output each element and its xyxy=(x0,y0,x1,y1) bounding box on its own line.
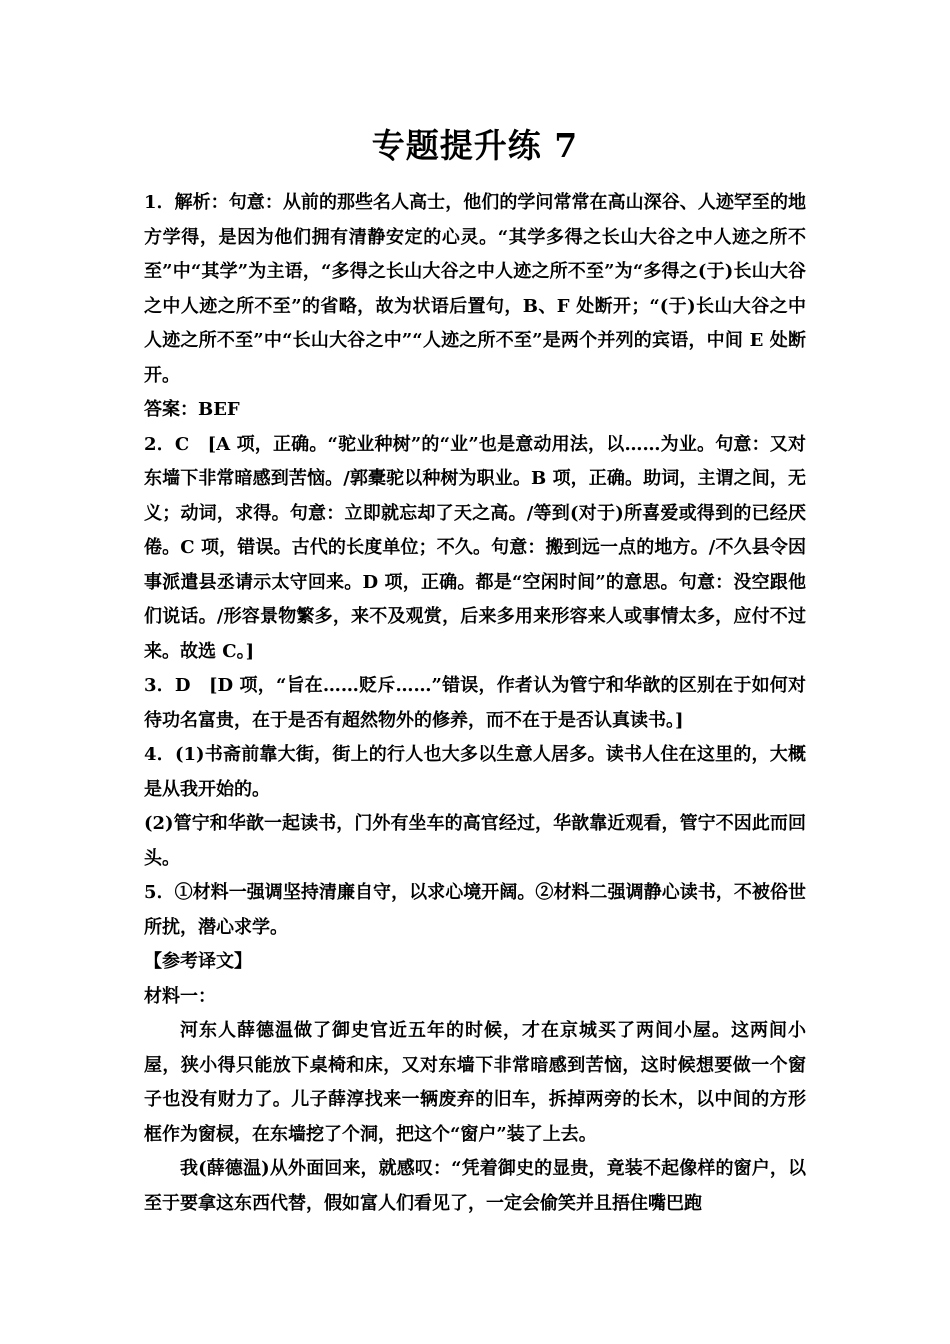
answer-1-text: 句意：从前的那些名人高士，他们的学问常常在高山深谷、人迹罕至的地方学得，是因为他们拥有清静安定的心灵。“其学多得之长山大谷之中人迹之所不至”中“其学”为主语，“多得之长山大谷之中人迹之所不至”为“多得之(于)长山大谷之中人迹之所不至”的省略，故为状语后置句，B、F 处断开；“(于)长山大谷之中人迹之所不至”中“长山大谷之中”“人迹之所不至”是两个并列的宾语，中间 E 处断开。 xyxy=(144,192,806,386)
answer-3: 3．D [D 项，“旨在……贬斥……”错误，作者认为管宁和华歆的区别在于如何对待功名富贵，在于是否有超然物外的修养，而不在于是否认真读书。] xyxy=(144,675,806,731)
translation-paragraph-1: 河东人薛德温做了御史官近五年的时候，才在京城买了两间小屋。这两间小屋，狭小得只能放下桌椅和床，又对东墙下非常暗感到苦恼，这时候想要做一个窗子也没有财力了。儿子薛淳找来一辆废弃的旧车，拆掉两旁的长木，以中间的方形框作为窗棂，在东墙挖了个洞，把这个“窗户”装了上去。 xyxy=(144,1020,806,1145)
answer-1-key: 答案：BEF xyxy=(144,399,240,420)
document-page xyxy=(144,120,806,1221)
answer-4-part-1: 4．(1)书斋前靠大街，街上的行人也大多以生意人居多。读书人住在这里的，大概是从我开始的。 xyxy=(144,744,806,800)
answer-4-part-2: (2)管宁和华歆一起读书，门外有坐车的高官经过，华歆靠近观看，管宁不因此而回头。 xyxy=(144,813,806,869)
answer-1-label: 1．解析： xyxy=(144,192,229,213)
material-1-heading: 材料一： xyxy=(144,985,216,1007)
translation-heading: 【参考译文】 xyxy=(144,951,252,972)
page-title: 专题提升练 7 xyxy=(371,126,579,165)
translation-paragraph-2: 我(薛德温)从外面回来，就感叹：“凭着御史的显贵，竟装不起像样的窗户，以至于要拿这东西代替，假如富人们看见了，一定会偷笑并且捂住嘴巴跑 xyxy=(144,1158,806,1214)
answer-1-explanation xyxy=(144,186,806,393)
answer-2: 2．C [A 项，正确。“驼业种树”的“业”也是意动用法，以……为业。句意：又对东墙下非常暗感到苦恼。/郭橐驼以种树为职业。B 项，正确。助词，主谓之间，无义；动词，求得。句意：立即就忘却了天之高。/等到(对于)所喜爱或得到的已经厌倦。C 项，错误。古代的长度单位；不久。句意：搬到远一点的地方。/不久县令因事派遣县丞请示太守回来。D 项，正确。都是“空闲时间”的意思。句意：没空跟他们说话。/形容景物繁多，来不及观赏，后来多用来形容来人或事情太多，应付不过来。故选 C。] xyxy=(144,433,806,662)
answer-5: 5．①材料一强调坚持清廉自守，以求心境开阔。②材料二强调静心读书，不被俗世所扰，潜心求学。 xyxy=(144,882,806,938)
